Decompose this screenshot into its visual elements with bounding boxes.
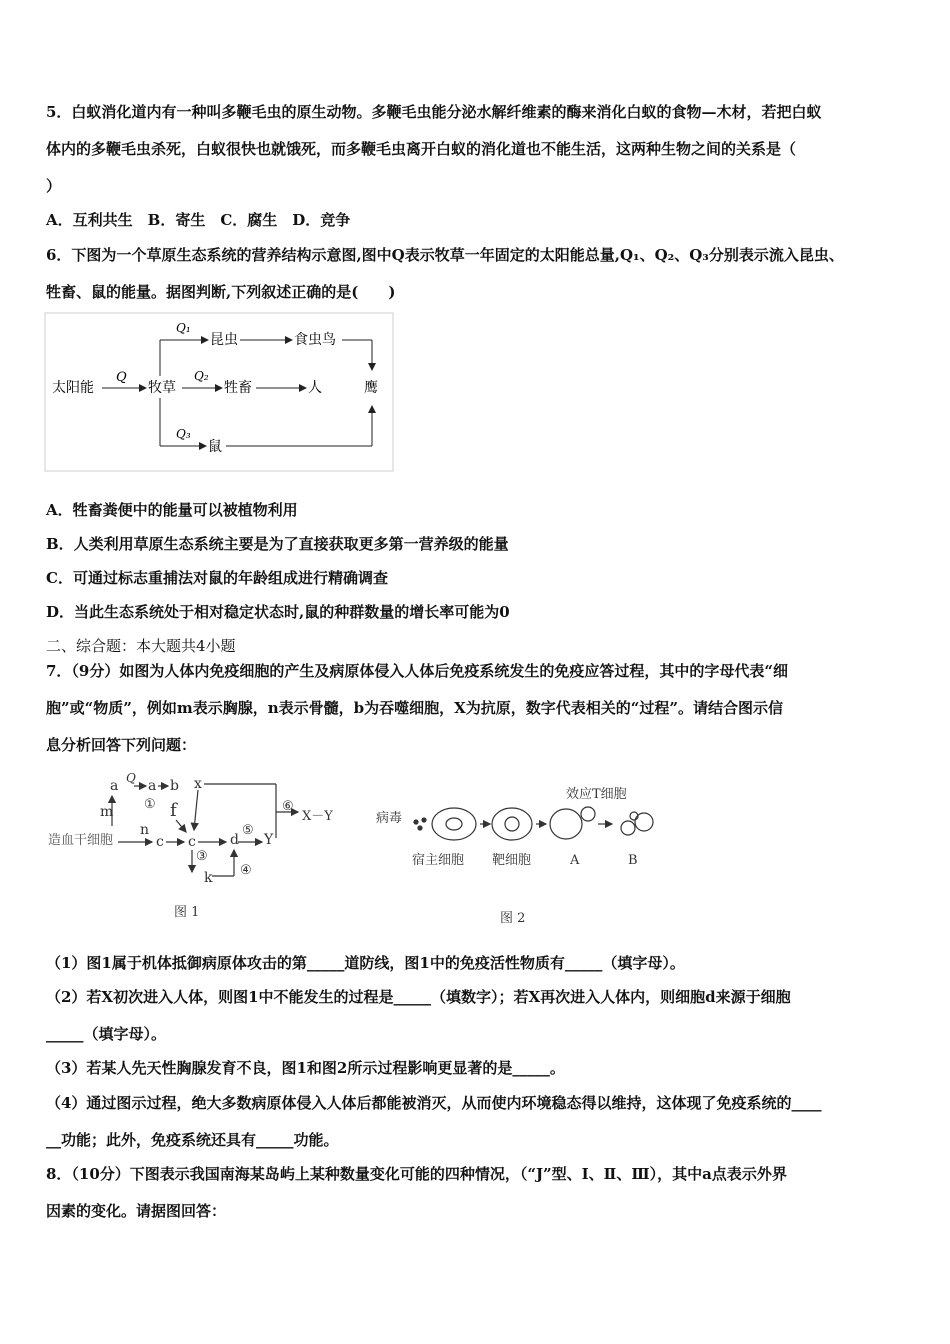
host-cell (432, 808, 476, 840)
fig1-a: a (110, 778, 119, 794)
q6-option-c: C．可通过标志重捕法对鼠的年龄组成进行精确调查 (46, 569, 388, 587)
insect-label: 昆虫 (210, 332, 238, 348)
q8-line-2: 因素的变化。请据图回答： (46, 1202, 227, 1220)
fig2-caption: 图 2 (500, 911, 526, 926)
fig1-x: x (194, 776, 202, 792)
food-web-diagram (44, 312, 394, 472)
section-2-title: 二、综合题：本大题共4小题 (46, 637, 236, 655)
fig1-xy: X－Y (302, 809, 333, 824)
grass-label: 牧草 (148, 380, 176, 396)
q6-line-2: 牲畜、鼠的能量。据图判断,下列叙述正确的是( ) (46, 283, 396, 301)
q6-option-d: D．当此生态系统处于相对稳定状态时,鼠的种群数量的增长率可能为0 (46, 603, 510, 621)
fig1-a2: a (148, 778, 157, 794)
fig1-c-left: c (156, 834, 164, 850)
fig1-f: f (170, 800, 177, 821)
q-label: Q (116, 370, 127, 385)
fig1-circle-3: ③ (196, 849, 208, 864)
human-label: 人 (308, 380, 322, 396)
target-cell (492, 808, 532, 840)
sun-label: 太阳能 (52, 380, 94, 396)
effector-t-cell (581, 807, 595, 821)
q8-line-1: 8．（10分）下图表示我国南海某岛屿上某种数量变化可能的四种情况，（“J”型、Ⅰ、Ⅱ、Ⅲ），其中a点表示外界 (46, 1165, 787, 1183)
q5-line-3: ） (46, 177, 62, 195)
mouse-label: 鼠 (208, 439, 222, 455)
q6-line-1: 6．下图为一个草原生态系统的营养结构示意图,图中Q表示牧草一年固定的太阳能总量,Q₁、Q₂、Q₃分别表示流入昆虫、 (46, 246, 844, 264)
fig1-m: m (100, 804, 114, 820)
fig1-circle-1: ① (144, 797, 156, 812)
q7-sub-2-a: （2）若X初次进入人体，则图1中不能发生的过程是_____（填数字）；若X再次进入人体内，则细胞d来源于细胞 (46, 988, 791, 1006)
fig2-virus: 病毒 (376, 811, 403, 826)
q2-label: Q₂ (194, 369, 209, 383)
bird-label: 食虫鸟 (294, 332, 336, 348)
q5-options: A．互利共生 B．寄生 C．腐生 D．竞争 (46, 211, 351, 229)
q7-line-1: 7．（9分）如图为人体内免疫细胞的产生及病原体侵入人体后免疫系统发生的免疫应答过程，其中的字母代表“细 (46, 662, 789, 680)
q7-sub-4-b: __功能；此外，免疫系统还具有_____功能。 (46, 1131, 339, 1149)
fig2-b: B (628, 853, 638, 868)
fig2-a: A (570, 853, 580, 868)
virus-particles (414, 820, 418, 824)
fig1-circle-5: ⑤ (242, 823, 254, 838)
fig1-n: n (140, 822, 150, 838)
q7-sub-2-b: _____（填字母）。 (46, 1025, 167, 1043)
fig1-stem: 造血干细胞 (48, 833, 114, 848)
q3-label: Q₃ (176, 427, 191, 441)
cell-b-fragment (621, 821, 635, 835)
fig1-k: k (204, 870, 213, 886)
fig1-q: Q (126, 771, 136, 785)
fig1-caption: 图 1 (174, 905, 200, 920)
q6-option-a: A．牲畜粪便中的能量可以被植物利用 (46, 501, 298, 519)
immune-figure-2 (372, 778, 672, 928)
fig1-c: c (188, 834, 196, 850)
fig2-target: 靶细胞 (492, 853, 532, 868)
fig2-tcell: 效应T细胞 (566, 787, 627, 802)
livestock-label: 牲畜 (224, 380, 252, 396)
q7-line-3: 息分析回答下列问题： (46, 736, 197, 754)
q7-sub-4-a: （4）通过图示过程，绝大多数病原体侵入人体后都能被消灭，从而使内环境稳态得以维持，这体现了免疫系统的____ (46, 1094, 822, 1112)
q7-sub-3: （3）若某人先天性胸腺发育不良，图1和图2所示过程影响更显著的是_____。 (46, 1059, 565, 1077)
q7-sub-1: （1）图1属于机体抵御病原体攻击的第_____道防线，图1中的免疫活性物质有_____（填字母）。 (46, 954, 685, 972)
q5-line-1: 5．白蚁消化道内有一种叫多鞭毛虫的原生动物。多鞭毛虫能分泌水解纤维素的酶来消化白蚁的食物—木材，若把白蚁 (46, 103, 822, 121)
fig1-circle-4: ④ (240, 863, 252, 878)
fig1-b: b (170, 778, 179, 794)
fig1-d: d (230, 832, 239, 848)
cell-a (550, 809, 582, 839)
q7-line-2: 胞”或“物质”，例如m表示胸腺，n表示骨髓，b为吞噬细胞，X为抗原，数字代表相关的“过程”。请结合图示信 (46, 699, 784, 717)
fig1-y: Y (264, 832, 274, 848)
immune-figure-1 (44, 768, 344, 928)
q1-label: Q₁ (176, 321, 191, 335)
fig1-circle-6: ⑥ (282, 799, 294, 814)
q5-line-2: 体内的多鞭毛虫杀死，白蚁很快也就饿死，而多鞭毛虫离开白蚁的消化道也不能生活，这两种生物之间的关系是（ (46, 140, 797, 158)
hawk-label: 鹰 (364, 380, 378, 396)
fig2-host: 宿主细胞 (412, 853, 465, 868)
q6-option-b: B．人类利用草原生态系统主要是为了直接获取更多第一营养级的能量 (46, 535, 509, 553)
